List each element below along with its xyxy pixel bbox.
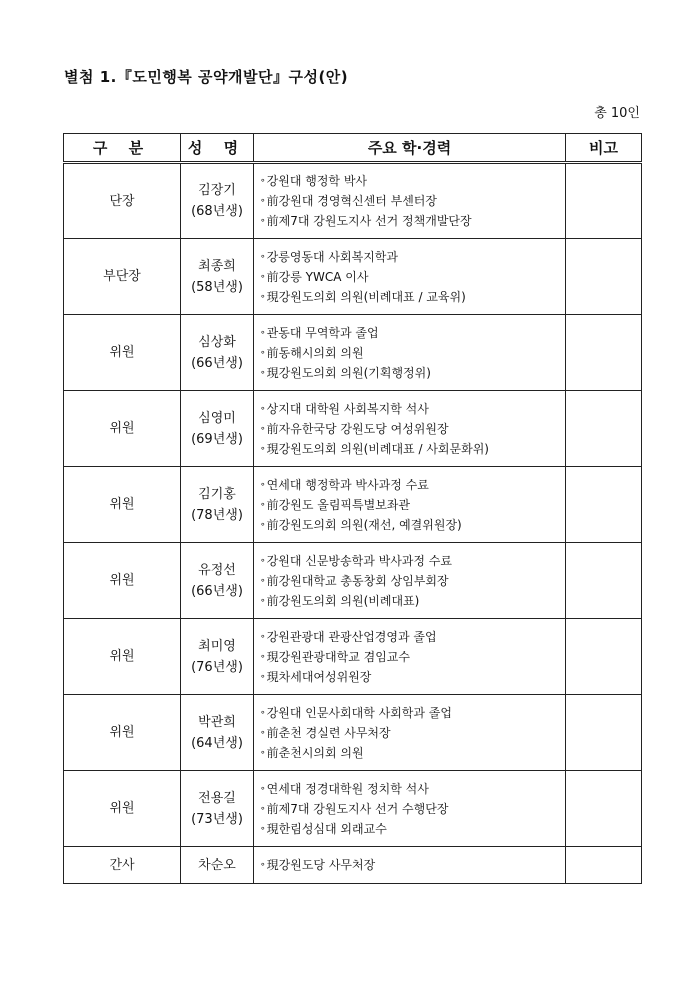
history-cell [254,467,566,543]
role-cell: 위원 [64,543,181,619]
history-item [260,551,565,571]
header-category: 구 분 [64,134,181,163]
history-item [260,647,565,667]
member-name: 심상화 [198,334,236,350]
birth-year: (76년생) [191,659,243,675]
table-row [64,391,642,467]
table-body [64,163,642,884]
history-text: 前강원도의회 의원(재선, 예결위원장) [266,517,462,532]
table-row [64,543,642,619]
table-row [64,315,642,391]
name-cell [181,163,254,239]
history-text: 現강원도의회 의원(비례대표 / 교육위) [266,289,466,304]
history-cell [254,847,566,884]
birth-year: (58년생) [191,279,243,295]
history-text: 前강릉 YWCA 이사 [266,269,369,284]
history-text: 現강원도당 사무처장 [266,858,376,872]
bullet-icon: ∘ [260,176,266,186]
history-item [260,799,565,819]
history-text: 상지대 대학원 사회복지학 석사 [266,401,429,416]
note-cell [566,163,642,239]
birth-year: (69년생) [191,431,243,447]
history-text: 前춘천 경실련 사무처장 [266,725,391,740]
bullet-icon: ∘ [260,347,266,358]
history-cell [254,163,566,239]
note-cell [566,391,642,467]
birth-year: (78년생) [191,507,243,523]
bullet-icon: ∘ [260,727,266,738]
note-cell [566,847,642,884]
history-item [260,191,565,211]
bullet-icon: ∘ [260,651,266,662]
history-item [260,439,565,459]
history-text: 前춘천시의회 의원 [266,745,364,760]
history-item [260,591,565,611]
bullet-icon: ∘ [260,747,266,758]
member-name: 박관희 [198,714,236,730]
history-text: 강원관광대 관광산업경영과 졸업 [266,629,437,644]
history-item [260,171,565,191]
bullet-icon: ∘ [260,367,266,378]
bullet-icon: ∘ [260,671,266,682]
history-item [260,723,565,743]
bullet-icon: ∘ [260,499,266,510]
history-item [260,419,565,439]
history-item [260,363,565,383]
table-row [64,847,642,884]
member-name: 유정선 [198,562,236,578]
history-item [260,287,565,307]
history-text: 現강원도의회 의원(기획행정위) [266,365,431,380]
table-row [64,619,642,695]
member-name: 전용길 [198,790,236,806]
history-text: 前자유한국당 강원도당 여성위원장 [266,421,449,436]
history-text: 前제7대 강원도지사 선거 정책개발단장 [266,214,472,228]
history-text: 現강원관광대학교 겸임교수 [266,649,410,664]
bullet-icon: ∘ [260,575,266,586]
bullet-icon: ∘ [260,783,266,794]
bullet-icon: ∘ [260,631,266,642]
header-name: 성 명 [181,134,254,163]
history-item [260,779,565,799]
history-text: 現한림성심대 외래교수 [266,821,387,836]
note-cell [566,467,642,543]
history-text: 前강원도 올림픽특별보좌관 [266,497,410,512]
table-row [64,771,642,847]
history-item [260,495,565,515]
note-cell [566,239,642,315]
bullet-icon: ∘ [260,423,266,434]
bullet-icon: ∘ [260,291,266,302]
role-cell: 부단장 [64,239,181,315]
bullet-icon: ∘ [260,860,266,870]
name-cell [181,239,254,315]
bullet-icon: ∘ [260,823,266,834]
history-text: 관동대 무역학과 졸업 [266,325,379,340]
bullet-icon: ∘ [260,803,266,814]
history-item [260,703,565,723]
header-note: 비고 [566,134,642,163]
bullet-icon: ∘ [260,555,266,566]
history-cell [254,771,566,847]
history-text: 現강원도의회 의원(비례대표 / 사회문화위) [266,441,489,456]
table-row [64,239,642,315]
history-text: 연세대 정경대학원 정치학 석사 [266,781,429,796]
history-cell [254,695,566,771]
bullet-icon: ∘ [260,595,266,606]
note-cell [566,619,642,695]
bullet-icon: ∘ [260,403,266,414]
history-cell [254,315,566,391]
member-name: 최미영 [198,638,236,654]
history-cell [254,543,566,619]
table-row [64,467,642,543]
birth-year: (66년생) [191,583,243,599]
history-item [260,819,565,839]
name-cell [181,543,254,619]
history-item [260,571,565,591]
member-name: 김기홍 [198,486,236,502]
note-cell [566,695,642,771]
history-text: 前강원도의회 의원(비례대표) [266,593,420,608]
history-text: 강릉영동대 사회복지학과 [266,249,398,264]
member-name: 최종희 [198,258,236,274]
role-cell: 위원 [64,695,181,771]
history-text: 前제7대 강원도지사 선거 수행단장 [266,801,449,816]
history-item [260,627,565,647]
bullet-icon: ∘ [260,707,266,718]
role-cell: 위원 [64,467,181,543]
header-history: 주요 학·경력 [254,134,566,163]
history-item [260,667,565,687]
history-item [260,247,565,267]
history-item [260,323,565,343]
table-row [64,163,642,239]
name-cell [181,315,254,391]
history-text: 前강원대 경영혁신센터 부센터장 [266,194,437,208]
note-cell [566,315,642,391]
history-item [260,855,565,875]
note-cell [566,771,642,847]
role-cell: 위원 [64,619,181,695]
note-cell [566,543,642,619]
role-cell: 위원 [64,315,181,391]
bullet-icon: ∘ [260,479,266,490]
bullet-icon: ∘ [260,443,266,454]
document-title: 별첨 1.『도민행복 공약개발단』구성(안) [64,68,349,86]
bullet-icon: ∘ [260,251,266,262]
total-count: 총 10인 [594,106,640,121]
role-cell: 간사 [64,847,181,884]
bullet-icon: ∘ [260,327,266,338]
history-text: 前동해시의회 의원 [266,345,364,360]
bullet-icon: ∘ [260,216,266,226]
history-item [260,343,565,363]
history-cell [254,239,566,315]
history-cell [254,391,566,467]
bullet-icon: ∘ [260,271,266,282]
birth-year: (73년생) [191,811,243,827]
name-cell [181,391,254,467]
history-item [260,211,565,231]
history-cell [254,619,566,695]
name-cell [181,619,254,695]
member-name: 김장기 [198,183,236,198]
name-cell [181,771,254,847]
history-text: 강원대 신문방송학과 박사과정 수료 [266,553,452,568]
history-item [260,399,565,419]
history-text: 강원대 인문사회대학 사회학과 졸업 [266,705,452,720]
role-cell: 단장 [64,163,181,239]
name-cell [181,695,254,771]
role-cell: 위원 [64,391,181,467]
table-header-row [64,134,642,163]
history-item [260,515,565,535]
history-item [260,267,565,287]
birth-year: (64년생) [191,735,243,751]
name-cell [181,467,254,543]
member-name: 심영미 [198,410,236,426]
table-row [64,695,642,771]
history-text: 現차세대여성위원장 [266,669,372,684]
committee-table [63,133,642,884]
member-name: 차순오 [198,857,236,873]
history-text: 연세대 행정학과 박사과정 수료 [266,477,429,492]
birth-year: (66년생) [191,355,243,371]
bullet-icon: ∘ [260,519,266,530]
role-cell: 위원 [64,771,181,847]
history-item [260,475,565,495]
birth-year: (68년생) [191,204,243,219]
bullet-icon: ∘ [260,196,266,206]
history-text: 강원대 행정학 박사 [266,174,368,188]
name-cell [181,847,254,884]
history-item [260,743,565,763]
history-text: 前강원대학교 총동창회 상임부회장 [266,573,449,588]
